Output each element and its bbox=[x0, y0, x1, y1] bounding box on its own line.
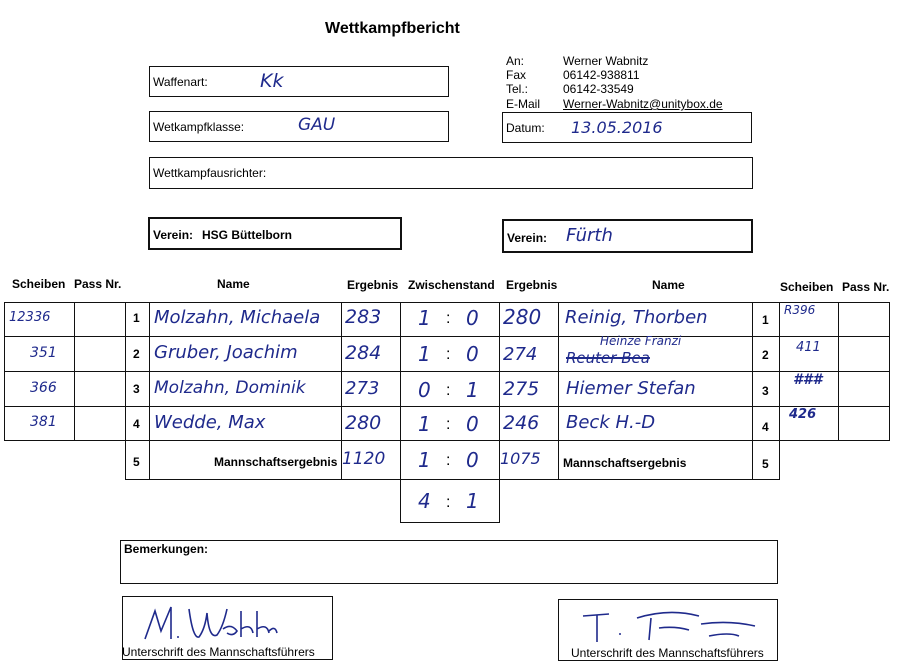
right-scheibe: R396 bbox=[784, 303, 816, 317]
left-scheibe: 366 bbox=[30, 380, 57, 396]
zwischen-right: 1 bbox=[466, 378, 479, 402]
datum-value: 13.05.2016 bbox=[571, 118, 663, 137]
final-left: 4 bbox=[418, 489, 431, 513]
wettkampfklasse-field[interactable] bbox=[149, 111, 449, 142]
row-number: 2 bbox=[133, 347, 140, 361]
left-ergebnis: 283 bbox=[345, 306, 382, 328]
zwischen-right-total: 0 bbox=[466, 448, 479, 472]
right-ergebnis: 280 bbox=[503, 305, 542, 329]
waffenart-value: Kk bbox=[260, 70, 284, 92]
header-pass-left: Pass Nr. bbox=[74, 277, 122, 291]
right-name: Heinze Franzi bbox=[600, 334, 682, 348]
an-value: Werner Wabnitz bbox=[563, 54, 649, 68]
datum-label: Datum: bbox=[506, 121, 545, 135]
zwischen-colon: : bbox=[446, 416, 451, 433]
right-ergebnis: 246 bbox=[503, 412, 540, 434]
signature-right bbox=[579, 606, 769, 646]
row-number: 3 bbox=[133, 382, 140, 396]
right-ergebnis: 275 bbox=[503, 378, 540, 400]
right-scheibe: 426 bbox=[789, 407, 817, 422]
right-name-struck: Reuter Bea bbox=[566, 349, 650, 367]
final-colon: : bbox=[446, 494, 451, 511]
signature-left bbox=[141, 599, 281, 645]
header-zwischenstand: Zwischenstand bbox=[408, 278, 495, 292]
verein-right-value: Fürth bbox=[566, 225, 613, 246]
zwischen-left-total: 1 bbox=[418, 448, 431, 472]
wettkampfausrichter-field[interactable] bbox=[149, 157, 753, 189]
right-scheibe: ### bbox=[793, 372, 823, 388]
row-number-right: 3 bbox=[762, 384, 769, 398]
row-number: 1 bbox=[133, 311, 140, 325]
left-name: Gruber, Joachim bbox=[154, 342, 298, 363]
bemerkungen-field[interactable] bbox=[120, 540, 778, 584]
left-ergebnis: 284 bbox=[345, 342, 382, 364]
header-name-right: Name bbox=[652, 278, 685, 292]
left-total: 1120 bbox=[342, 449, 386, 469]
header-scheiben-left: Scheiben bbox=[12, 277, 66, 291]
right-name: Reinig, Thorben bbox=[565, 307, 708, 328]
waffenart-field[interactable] bbox=[149, 66, 449, 97]
left-name: Molzahn, Michaela bbox=[154, 307, 321, 328]
zwischen-right: 0 bbox=[466, 306, 479, 330]
wettkampfklasse-value: GAU bbox=[298, 115, 336, 135]
wettkampfklasse-label: Wetkampfklasse: bbox=[153, 120, 245, 134]
verein-right-label: Verein: bbox=[507, 231, 548, 245]
verein-left-field[interactable] bbox=[148, 217, 402, 250]
header-ergebnis-right: Ergebnis bbox=[506, 278, 558, 292]
right-scheibe: 411 bbox=[796, 340, 821, 355]
wettkampfausrichter-label: Wettkampfausrichter: bbox=[153, 166, 267, 180]
signature-left-label: Unterschrift des Mannschaftsführers bbox=[122, 645, 315, 659]
datum-field[interactable] bbox=[502, 112, 752, 143]
left-scheibe: 381 bbox=[30, 414, 57, 430]
zwischen-colon: : bbox=[446, 452, 451, 469]
zwischen-left: 1 bbox=[418, 342, 431, 366]
email-label: E-Mail bbox=[506, 97, 541, 111]
fax-label: Fax bbox=[506, 68, 527, 82]
verein-right-field[interactable] bbox=[502, 219, 753, 253]
row-number-right: 5 bbox=[762, 457, 769, 471]
bemerkungen-label: Bemerkungen: bbox=[124, 542, 209, 556]
page-title: Wettkampfbericht bbox=[325, 20, 460, 37]
final-right: 1 bbox=[466, 489, 479, 513]
signature-right-label: Unterschrift des Mannschaftsführers bbox=[571, 646, 764, 660]
verein-left-value: HSG Büttelborn bbox=[202, 228, 292, 242]
zwischen-left: 1 bbox=[418, 412, 431, 436]
row-number: 5 bbox=[133, 455, 140, 469]
left-scheibe: 12336 bbox=[9, 310, 51, 325]
zwischen-colon: : bbox=[446, 382, 451, 399]
left-name: Molzahn, Dominik bbox=[154, 378, 306, 398]
header-scheiben-right: Scheiben bbox=[780, 280, 834, 294]
zwischen-colon: : bbox=[446, 310, 451, 327]
header-pass-right: Pass Nr. bbox=[842, 280, 890, 294]
email-link[interactable]: Werner-Wabnitz@unitybox.de bbox=[563, 97, 723, 111]
fax-value: 06142-938811 bbox=[563, 68, 640, 82]
waffenart-label: Waffenart: bbox=[153, 75, 208, 89]
row-number-right: 4 bbox=[762, 420, 769, 434]
row-number: 4 bbox=[133, 417, 140, 431]
signature-right-box[interactable] bbox=[558, 599, 778, 661]
verein-left-label: Verein: bbox=[153, 228, 194, 242]
header-ergebnis-left: Ergebnis bbox=[347, 278, 399, 292]
zwischen-left: 0 bbox=[418, 378, 431, 402]
row-number-right: 1 bbox=[762, 313, 769, 327]
tel-value: 06142-33549 bbox=[563, 82, 634, 96]
mannschaftsergebnis-right-label: Mannschaftsergebnis bbox=[563, 456, 687, 470]
left-name: Wedde, Max bbox=[154, 412, 266, 433]
an-label: An: bbox=[506, 54, 525, 68]
zwischen-right: 0 bbox=[466, 342, 479, 366]
tel-label: Tel.: bbox=[506, 82, 529, 96]
right-name: Hiemer Stefan bbox=[566, 378, 696, 399]
zwischen-right: 0 bbox=[466, 412, 479, 436]
header-name-left: Name bbox=[217, 277, 250, 291]
right-ergebnis: 274 bbox=[503, 344, 538, 365]
row-number-right: 2 bbox=[762, 348, 769, 362]
left-ergebnis: 280 bbox=[345, 412, 382, 434]
left-ergebnis: 273 bbox=[345, 378, 380, 399]
mannschaftsergebnis-left-label: Mannschaftsergebnis bbox=[214, 455, 338, 469]
zwischen-colon: : bbox=[446, 346, 451, 363]
right-total: 1075 bbox=[500, 449, 541, 468]
signature-left-box[interactable] bbox=[122, 596, 333, 660]
left-scheibe: 351 bbox=[30, 345, 57, 361]
zwischen-left: 1 bbox=[418, 306, 431, 330]
right-name: Beck H.-D bbox=[566, 412, 656, 433]
